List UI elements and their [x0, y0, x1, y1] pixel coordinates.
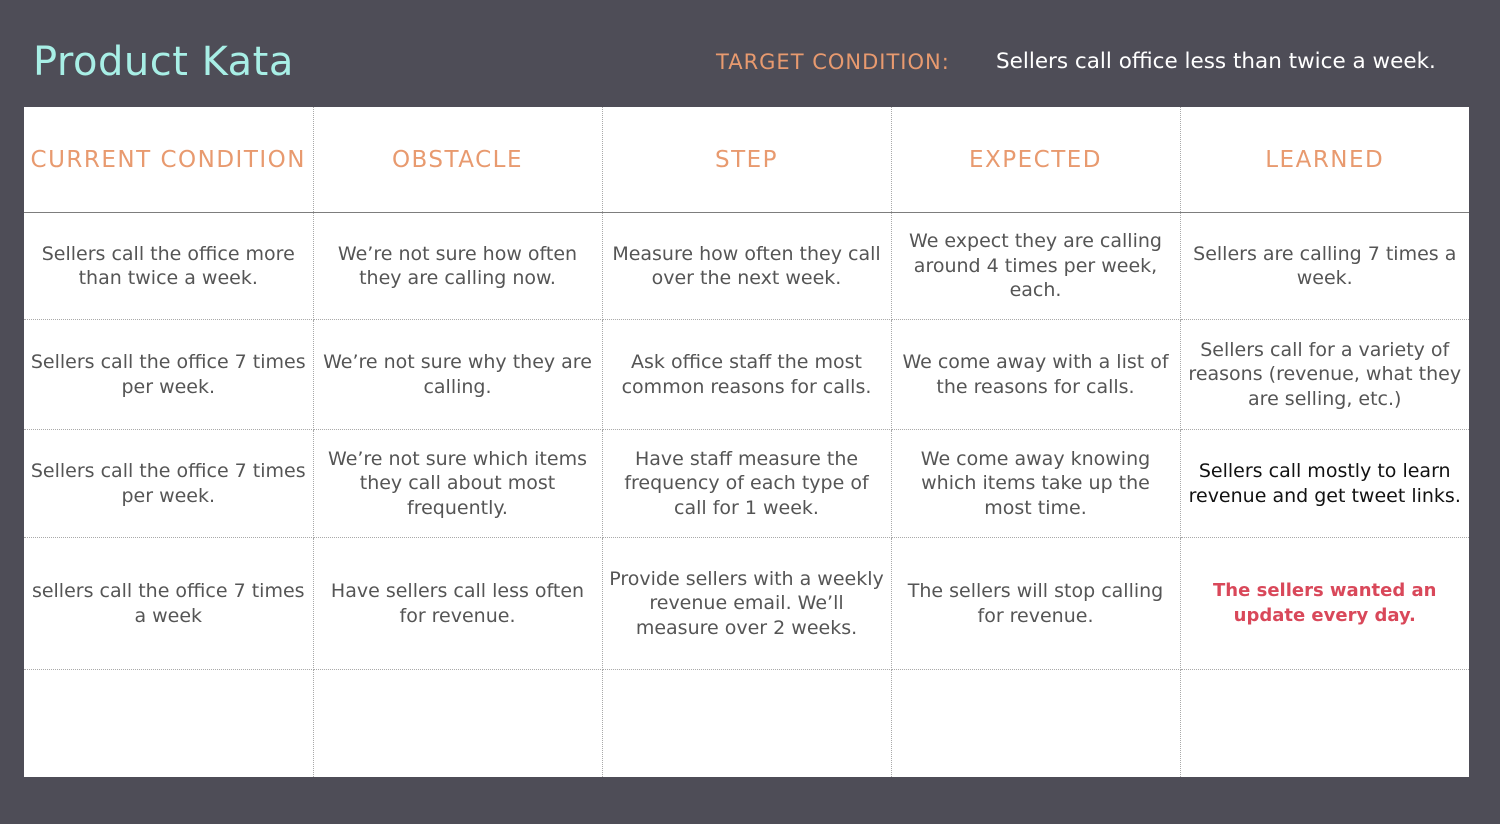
cell-step[interactable] [602, 670, 891, 778]
cell-expected[interactable]: We expect they are calling around 4 times per week, each. [891, 213, 1180, 320]
cell-obstacle[interactable]: Have sellers call less often for revenue. [313, 538, 602, 670]
cell-expected[interactable]: We come away with a list of the reasons for calls. [891, 320, 1180, 430]
table-row [24, 213, 1469, 320]
column-header-expected: EXPECTED [891, 107, 1180, 213]
cell-current-condition[interactable]: sellers call the office 7 times a week [24, 538, 313, 670]
table-row [24, 320, 1469, 430]
table-row-empty [24, 670, 1469, 778]
cell-obstacle[interactable]: We’re not sure how often they are calling now. [313, 213, 602, 320]
column-header-obstacle: OBSTACLE [313, 107, 602, 213]
table-header-row [24, 107, 1469, 213]
target-condition-text: Sellers call office less than twice a week. [996, 49, 1436, 74]
cell-expected[interactable]: We come away knowing which items take up the most time. [891, 430, 1180, 538]
column-header-learned: LEARNED [1180, 107, 1469, 213]
cell-obstacle[interactable]: We’re not sure which items they call about most frequently. [313, 430, 602, 538]
cell-learned[interactable]: Sellers call mostly to learn revenue and get tweet links. [1180, 430, 1469, 538]
kata-board [24, 107, 1469, 777]
cell-learned[interactable]: Sellers are calling 7 times a week. [1180, 213, 1469, 320]
cell-obstacle[interactable]: We’re not sure why they are calling. [313, 320, 602, 430]
cell-expected[interactable]: The sellers will stop calling for revenue. [891, 538, 1180, 670]
cell-expected[interactable] [891, 670, 1180, 778]
page-title: Product Kata [33, 39, 294, 85]
cell-step[interactable]: Ask office staff the most common reasons for calls. [602, 320, 891, 430]
cell-learned[interactable]: Sellers call for a variety of reasons (revenue, what they are selling, etc.) [1180, 320, 1469, 430]
cell-current-condition[interactable]: Sellers call the office 7 times per week. [24, 430, 313, 538]
cell-learned-highlight[interactable]: The sellers wanted an update every day. [1180, 538, 1469, 670]
cell-step[interactable]: Have staff measure the frequency of each type of call for 1 week. [602, 430, 891, 538]
cell-step[interactable]: Provide sellers with a weekly revenue email. We’ll measure over 2 weeks. [602, 538, 891, 670]
cell-learned[interactable] [1180, 670, 1469, 778]
column-header-step: STEP [602, 107, 891, 213]
cell-current-condition[interactable]: Sellers call the office more than twice a week. [24, 213, 313, 320]
cell-current-condition[interactable]: Sellers call the office 7 times per week. [24, 320, 313, 430]
cell-current-condition[interactable] [24, 670, 313, 778]
column-header-current-condition: CURRENT CONDITION [24, 107, 313, 213]
table-row [24, 538, 1469, 670]
target-condition-label: TARGET CONDITION: [716, 50, 950, 74]
table-row [24, 430, 1469, 538]
kata-table [24, 107, 1469, 777]
cell-step[interactable]: Measure how often they call over the next week. [602, 213, 891, 320]
cell-obstacle[interactable] [313, 670, 602, 778]
